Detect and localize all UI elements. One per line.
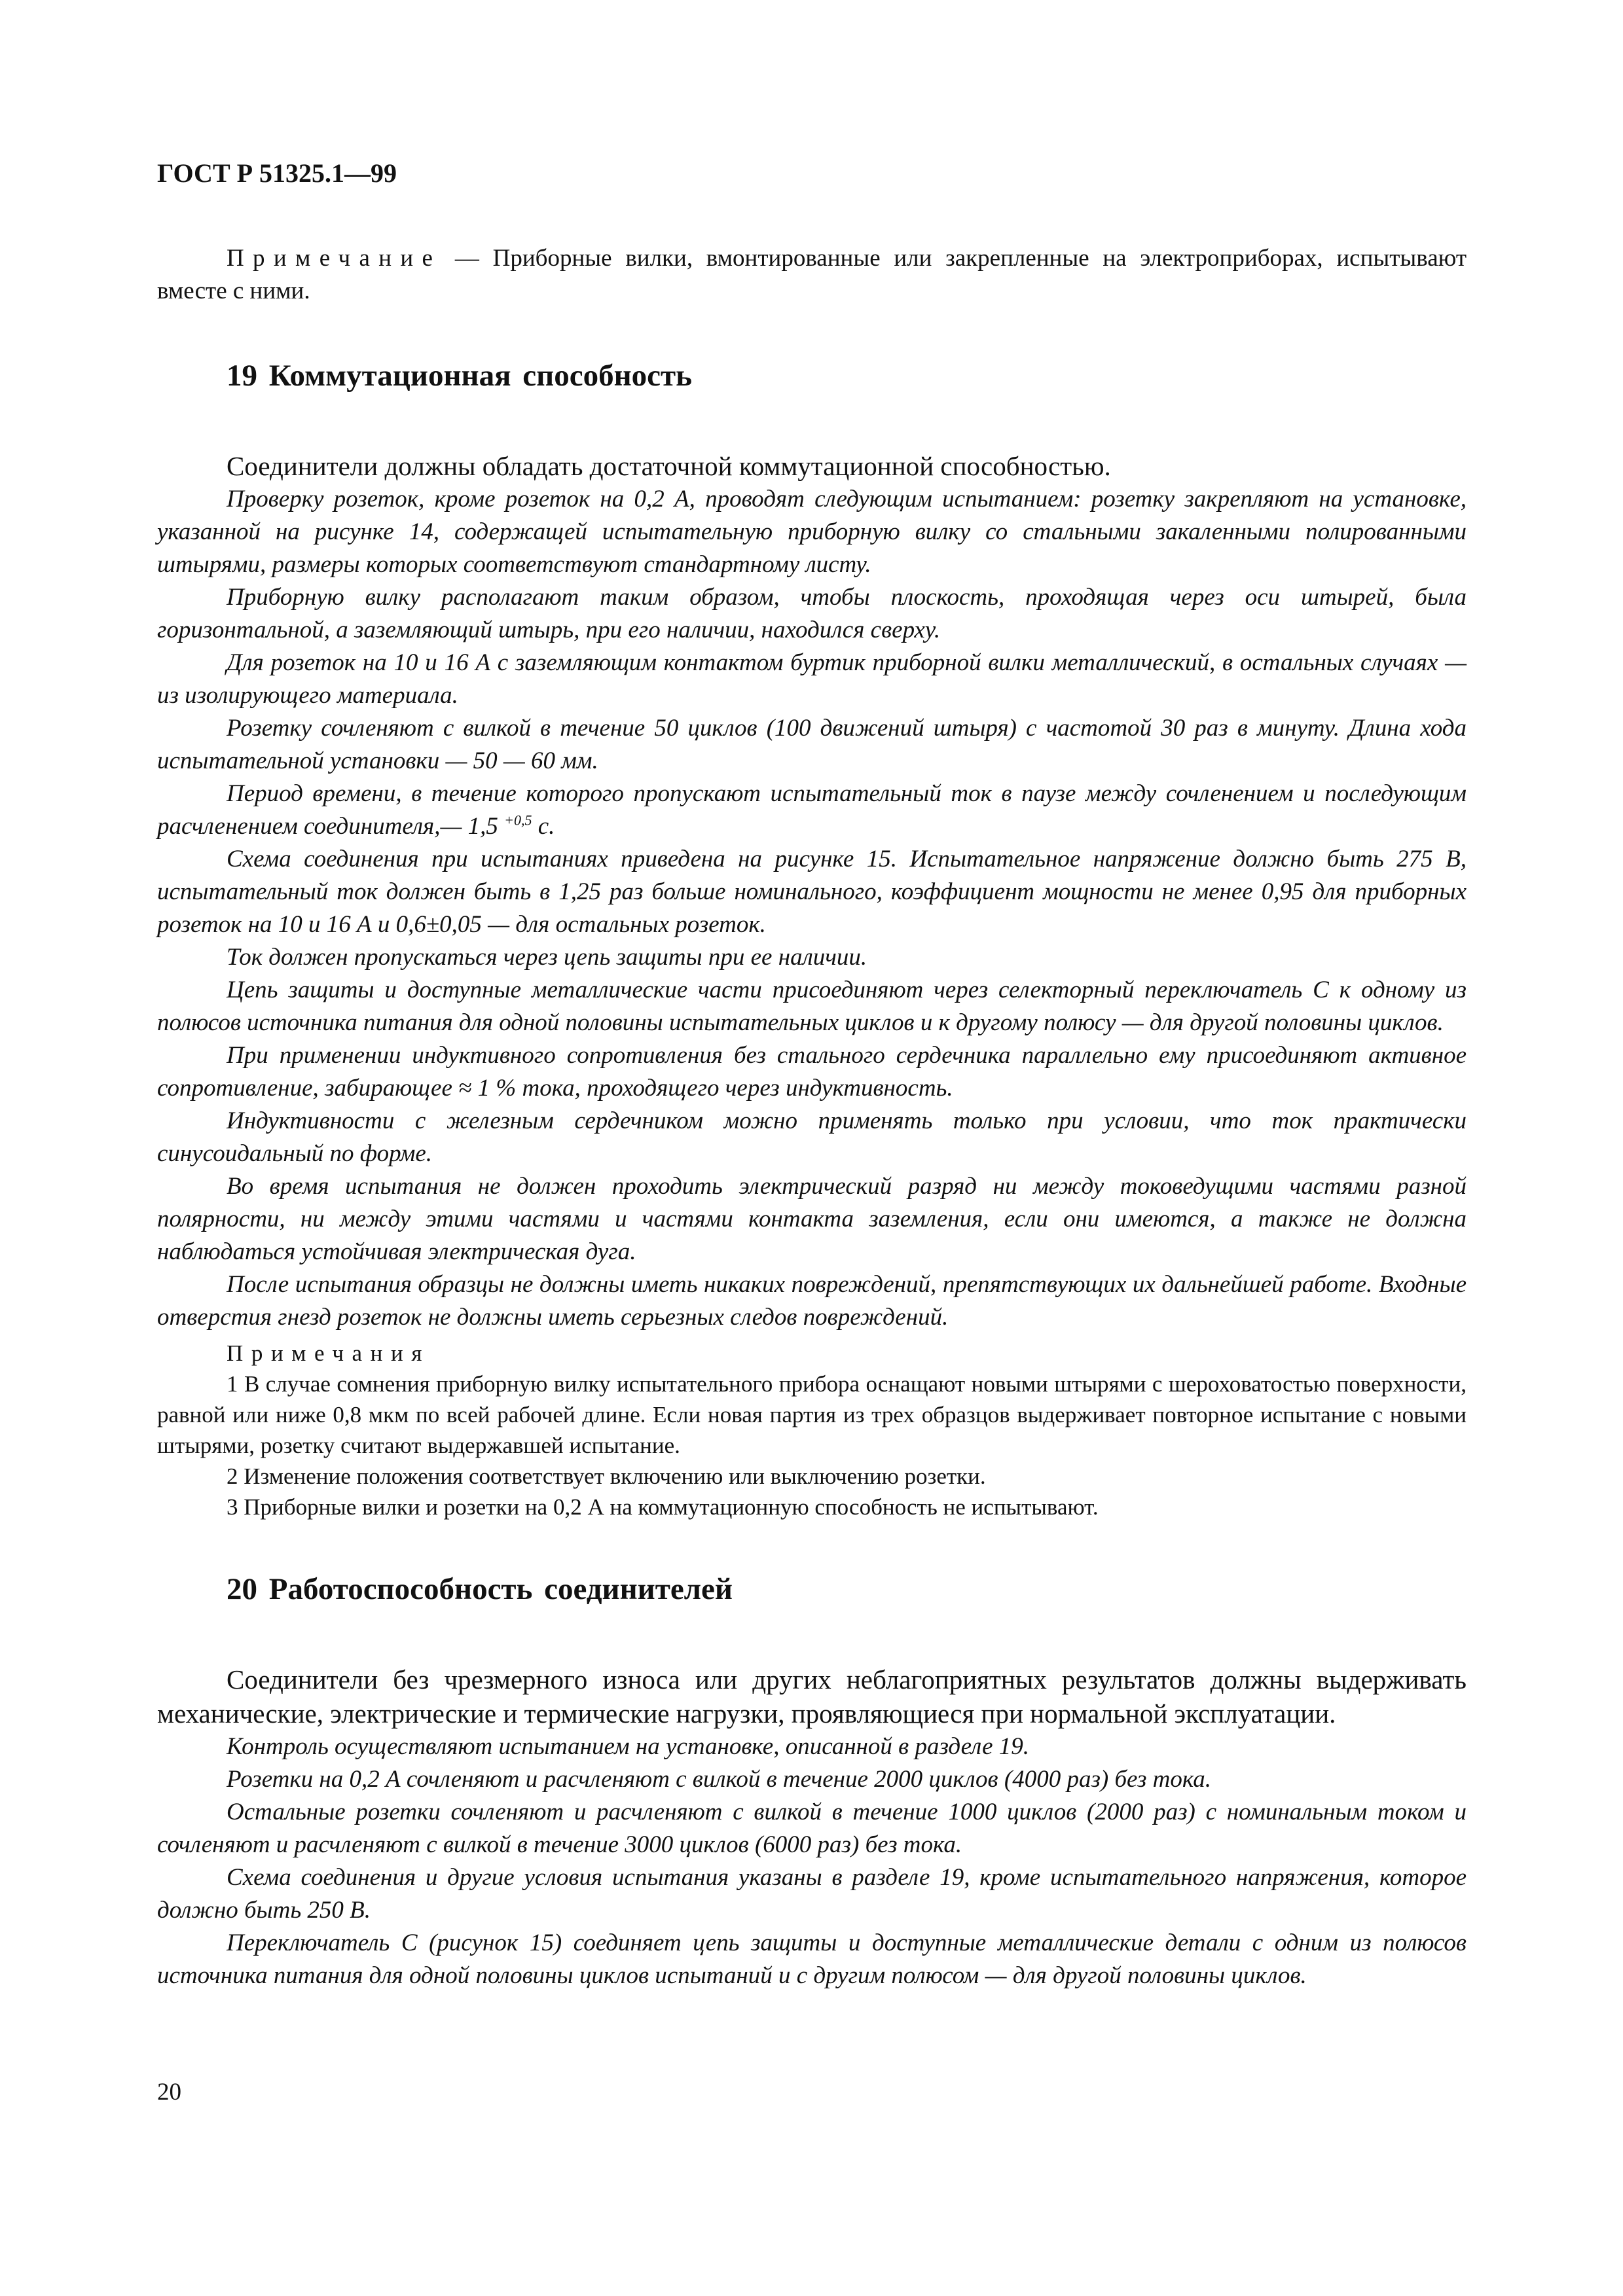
section-19-para-4: Розетку сочленяют с вилкой в течение 50 циклов (100 движений штыря) с частотой 30 раз в минуту. Длина хода испытательной установки — 50 — 60 мм. bbox=[157, 715, 1467, 774]
document-code: ГОСТ Р 51325.1—99 bbox=[157, 158, 397, 188]
section-19-intro: Соединители должны обладать достаточной коммутационной способностью. bbox=[227, 451, 1111, 481]
section-19-notes bbox=[157, 1338, 1467, 1522]
tolerance-superscript: +0,5 bbox=[504, 812, 532, 829]
section-20 bbox=[157, 1570, 1467, 1992]
section-19-para-2: Приборную вилку располагают таким образом, чтобы плоскость, проходящая через оси штырей, была горизонтальной, а заземляющий штырь, при его наличии, находился сверху. bbox=[157, 584, 1467, 643]
section-19-para-6: Схема соединения при испытаниях приведена на рисунке 15. Испытательное напряжение должно быть 275 В, испытательный ток должен быть в 1,25 раз больше номинального, коэффициент мощности не менее 0,95 для приборных розеток на 10 и 16 А и 0,6±0,05 — для остальных розеток. bbox=[157, 846, 1467, 938]
section-20-para-5: Переключатель С (рисунок 15) соединяет цепь защиты и доступные металлические детали с одним из полюсов источника питания для одной половины циклов испытаний и с другим полюсом — для другой половины циклов. bbox=[157, 1929, 1467, 1989]
section-20-para-4: Схема соединения и другие условия испытания указаны в разделе 19, кроме испытательного напряжения, которое должно быть 250 В. bbox=[157, 1864, 1467, 1924]
note-item: 1 В случае сомнения приборную вилку испытательного прибора оснащают новыми штырями с шероховатостью поверхности, равной или ниже 0,8 мкм по всей рабочей длине. Если новая партия из трех образцов выдерживает повторное испытание с новыми штырями, розетку считают выдержавшей испытание. bbox=[157, 1371, 1467, 1458]
page-number: 20 bbox=[157, 2079, 181, 2106]
section-20-para-2: Розетки на 0,2 А сочленяют и расчленяют с вилкой в течение 2000 циклов (4000 раз) без тока. bbox=[227, 1766, 1212, 1793]
section-19-para-8: Цепь защиты и доступные металлические части присоединяют через селекторный переключатель С к одному из полюсов источника питания для одной половины испытательных циклов и к другому полюсу — для другой половины циклов. bbox=[157, 977, 1467, 1036]
note-text: — Приборные вилки, вмонтированные или закрепленные на электроприборах, испытывают вместе с ними. bbox=[157, 245, 1467, 304]
section-20-para-3: Остальные розетки сочленяют и расчленяют с вилкой в течение 1000 циклов (2000 раз) с номинальным током и сочленяют и расчленяют с вилкой в течение 3000 циклов (6000 раз) без тока. bbox=[157, 1799, 1467, 1858]
section-19-para-3: Для розеток на 10 и 16 А с заземляющим контактом буртик приборной вилки металлический, в остальных случаях — из изолирующего материала. bbox=[157, 649, 1467, 709]
section-20-intro: Соединители без чрезмерного износа или других неблагоприятных результатов должны выдерживать механические, электрические и термические нагрузки, проявляющиеся при нормальной эксплуатации. bbox=[157, 1664, 1467, 1729]
para-5-main: Период времени, в течение которого пропускают испытательный ток в паузе между сочленением и последующим расчленением соединителя,— 1,5 bbox=[157, 780, 1467, 840]
section-19-para-10: Индуктивности с железным сердечником можно применять только при условии, что ток практически синусоидальный по форме. bbox=[157, 1107, 1467, 1167]
section-19-para-7: Ток должен пропускаться через цепь защиты при ее наличии. bbox=[227, 944, 867, 971]
section-19-para-9: При применении индуктивного сопротивления без стального сердечника параллельно ему присоединяют активное сопротивление, забирающее ≈ 1 % тока, проходящего через индуктивность. bbox=[157, 1042, 1467, 1102]
para-5-end: с. bbox=[532, 813, 555, 840]
section-19-para-11: Во время испытания не должен проходить электрический разряд ни между токоведущими частями разной полярности, ни между этими частями и частями контакта заземления, если они имеются, а также не должна наблюдаться устойчивая электрическая дуга. bbox=[157, 1173, 1467, 1265]
section-19-title: 19 Коммутационная способность bbox=[227, 359, 692, 393]
top-note bbox=[157, 242, 1467, 308]
section-20-para-1: Контроль осуществляют испытанием на установке, описанной в разделе 19. bbox=[227, 1733, 1030, 1760]
note-item: 3 Приборные вилки и розетки на 0,2 А на коммутационную способность не испытывают. bbox=[227, 1494, 1099, 1520]
section-19-para-5 bbox=[157, 778, 1467, 843]
document-page bbox=[157, 157, 1467, 1992]
section-20-title: 20 Работоспособность соединителей bbox=[227, 1572, 733, 1606]
section-19-para-1: Проверку розеток, кроме розеток на 0,2 А, проводят следующим испытанием: розетку закрепляют на установке, указанной на рисунке 14, содержащей испытательную приборную вилку со стальными закаленными полированными штырями, размеры которых соответствуют стандартному листу. bbox=[157, 486, 1467, 578]
notes-title: Примечания bbox=[227, 1340, 431, 1366]
note-label: Примечание bbox=[227, 245, 442, 272]
section-19-para-12: После испытания образцы не должны иметь никаких повреждений, препятствующих их дальнейшей работе. Входные отверстия гнезд розеток не должны иметь серьезных следов повреждений. bbox=[157, 1271, 1467, 1331]
note-item: 2 Изменение положения соответствует включению или выключению розетки. bbox=[227, 1463, 986, 1489]
